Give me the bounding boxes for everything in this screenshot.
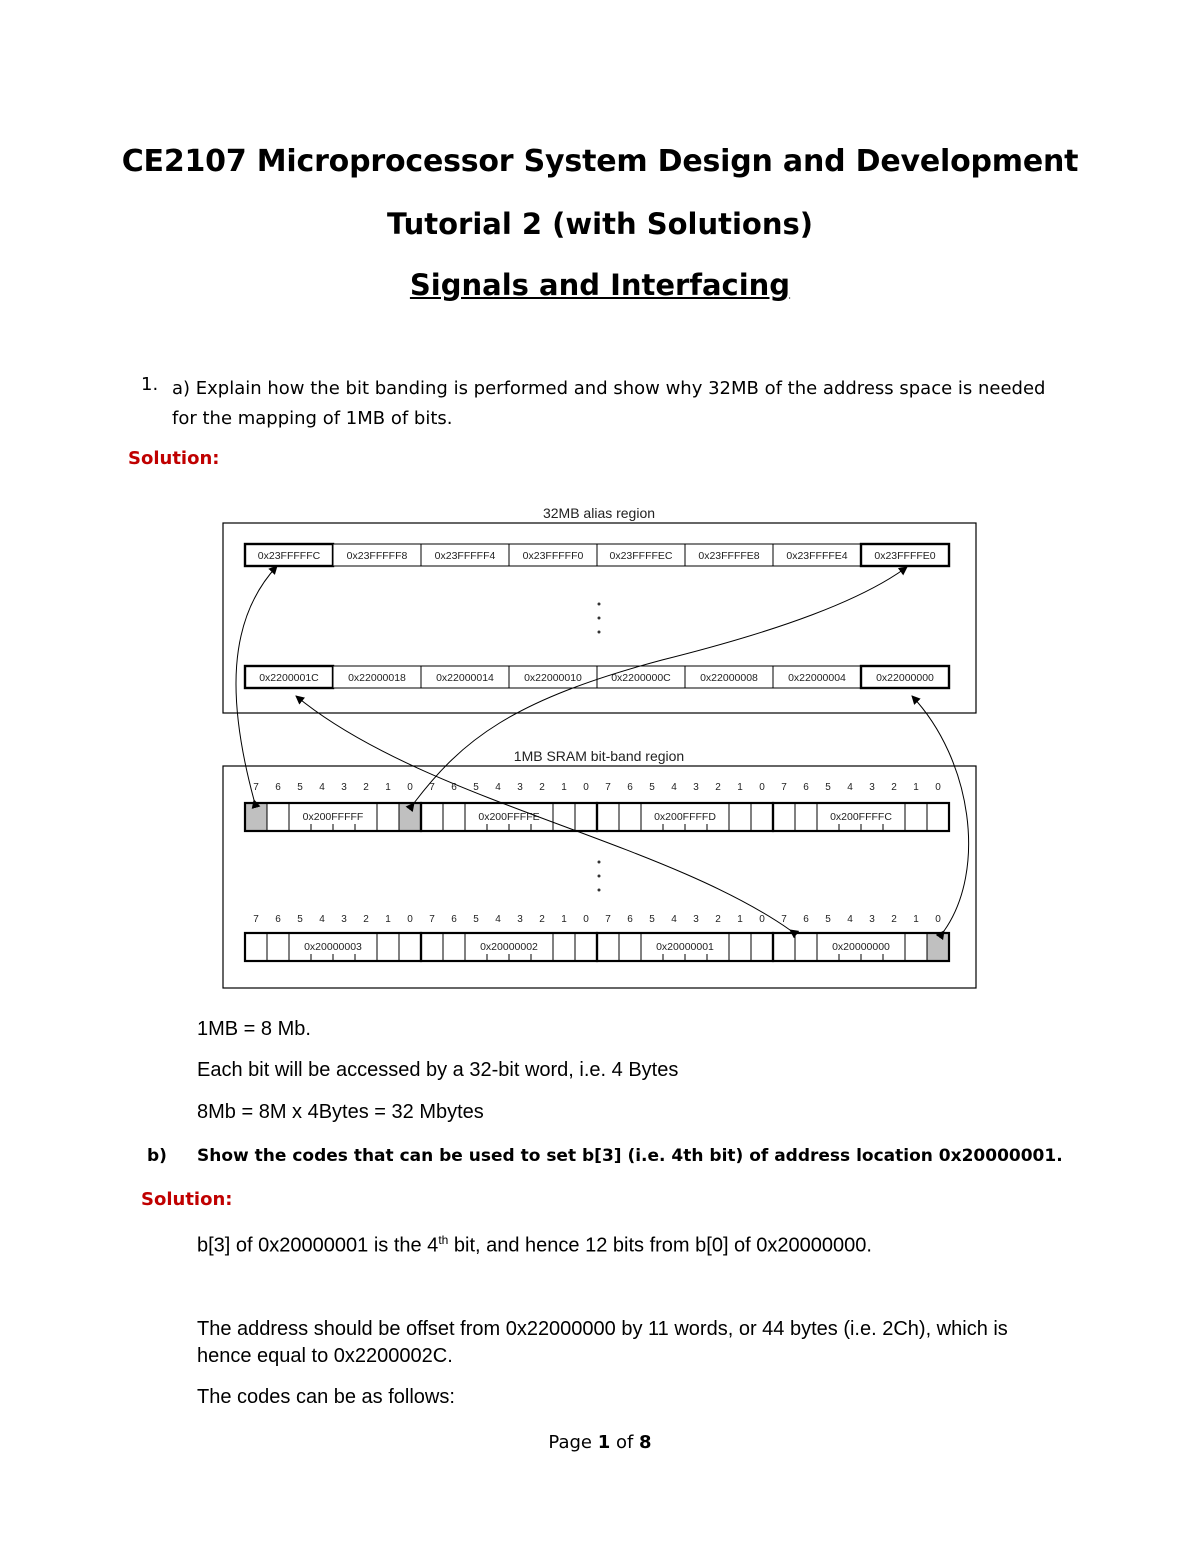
bit-number-label: 3	[341, 782, 347, 793]
question-1b-label: b)	[147, 1146, 167, 1166]
sram-top-bit-cell	[773, 803, 795, 831]
bit-number-label: 6	[275, 914, 281, 925]
alias-top-address-label: 0x23FFFFE4	[786, 550, 848, 562]
bit-number-label: 2	[715, 782, 721, 793]
sram-bottom-byte-address: 0x20000002	[480, 941, 538, 953]
bit-number-label: 7	[429, 914, 435, 925]
alias-top-row	[245, 544, 949, 566]
bit-number-label: 4	[495, 782, 501, 793]
sram-top-bit-cell	[421, 803, 443, 831]
bit-number-label: 1	[561, 914, 567, 925]
bit-number-label: 4	[847, 914, 853, 925]
sram-top-row	[245, 803, 949, 831]
sram-top-bit-cell	[729, 803, 751, 831]
bit-number-label: 6	[275, 782, 281, 793]
sram-bottom-bit-cell	[553, 933, 575, 961]
bit-number-label: 1	[737, 914, 743, 925]
bit-number-label: 1	[913, 782, 919, 793]
bit-number-label: 7	[253, 782, 259, 793]
bit-number-label: 3	[869, 914, 875, 925]
bit-number-label: 6	[451, 914, 457, 925]
sram-top-bit-cell	[377, 803, 399, 831]
bit-number-label: 1	[913, 914, 919, 925]
alias-ellipsis	[598, 603, 601, 634]
sram-top-bit-labels	[253, 782, 941, 793]
sram-top-bit-cell	[751, 803, 773, 831]
bit-number-label: 0	[935, 782, 941, 793]
sram-top-bit-cell	[245, 803, 267, 831]
page-footer: Page 1 of 8	[548, 1432, 652, 1453]
bit-band-diagram	[222, 500, 978, 990]
bit-number-label: 2	[891, 914, 897, 925]
alias-bottom-address-label: 0x22000010	[524, 672, 582, 684]
bit-number-label: 5	[473, 914, 479, 925]
sram-bottom-bit-cell	[619, 933, 641, 961]
bit-number-label: 6	[627, 914, 633, 925]
course-title: CE2107 Microprocessor System Design and Development	[121, 144, 1079, 179]
sram-region-title: 1MB SRAM bit-band region	[513, 748, 685, 764]
alias-top-address-label: 0x23FFFFF0	[522, 550, 584, 562]
alias-region-title: 32MB alias region	[542, 505, 656, 521]
line-each-bit: Each bit will be accessed by a 32-bit word, i.e. 4 Bytes	[197, 1059, 679, 1081]
bit-number-label: 1	[385, 782, 391, 793]
bit-number-label: 1	[385, 914, 391, 925]
bit-number-label: 3	[341, 914, 347, 925]
bit-number-label: 6	[451, 782, 457, 793]
bit-number-label: 5	[649, 782, 655, 793]
alias-bottom-address-label: 0x22000008	[700, 672, 758, 684]
sram-bottom-bit-cell	[421, 933, 443, 961]
alias-bottom-address-label: 0x22000004	[788, 672, 846, 684]
alias-bottom-address-label: 0x2200000C	[611, 672, 671, 684]
line-8mb: 8Mb = 8M x 4Bytes = 32 Mbytes	[197, 1101, 484, 1123]
line-1mb: 1MB = 8 Mb.	[197, 1018, 311, 1040]
question-1a-text: a) Explain how the bit banding is performed and show why 32MB of the address space is needed for the mapping of 1MB of bits.	[172, 378, 1046, 429]
bit-number-label: 6	[803, 914, 809, 925]
topic-title: Signals and Interfacing	[409, 268, 791, 302]
bit-number-label: 7	[605, 782, 611, 793]
bit-number-label: 7	[429, 782, 435, 793]
bit-number-label: 7	[781, 782, 787, 793]
alias-top-address-label: 0x23FFFFEC	[609, 550, 673, 562]
sram-bottom-bit-cell	[927, 933, 949, 961]
sram-bottom-bit-cell	[597, 933, 619, 961]
bit-number-label: 7	[605, 914, 611, 925]
bit-number-label: 4	[319, 914, 325, 925]
alias-top-address-label: 0x23FFFFE8	[698, 550, 760, 562]
line-b3: b[3] of 0x20000001 is the 4th bit, and hence 12 bits from b[0] of 0x20000000.	[197, 1233, 872, 1257]
alias-top-address-label: 0x23FFFFE0	[874, 550, 936, 562]
sram-bottom-bit-cell	[751, 933, 773, 961]
bit-number-label: 0	[407, 782, 413, 793]
bit-number-label: 2	[715, 914, 721, 925]
sram-top-bit-cell	[619, 803, 641, 831]
sram-bottom-bit-cell	[443, 933, 465, 961]
alias-bottom-address-label: 0x2200001C	[259, 672, 319, 684]
sram-bottom-bit-cell	[399, 933, 421, 961]
sram-bottom-row	[245, 933, 949, 961]
sram-top-bit-cell	[795, 803, 817, 831]
sram-top-bit-cell	[905, 803, 927, 831]
sram-bottom-bit-cell	[729, 933, 751, 961]
bit-number-label: 7	[253, 914, 259, 925]
sram-top-byte-address: 0x200FFFFE	[478, 811, 540, 823]
bit-number-label: 1	[561, 782, 567, 793]
bit-number-label: 7	[781, 914, 787, 925]
sram-bottom-byte-address: 0x20000000	[832, 941, 890, 953]
alias-bottom-address-label: 0x22000014	[436, 672, 494, 684]
sram-top-byte-address: 0x200FFFFC	[830, 811, 892, 823]
question-1b-text: Show the codes that can be used to set b[3] (i.e. 4th bit) of address location 0x20000001.	[197, 1146, 1063, 1166]
sram-bottom-bit-cell	[245, 933, 267, 961]
bit-number-label: 2	[891, 782, 897, 793]
bit-number-label: 6	[803, 782, 809, 793]
bit-number-label: 3	[693, 914, 699, 925]
sram-ellipsis	[598, 861, 601, 892]
bit-number-label: 2	[539, 782, 545, 793]
sram-bottom-bit-cell	[267, 933, 289, 961]
sram-bottom-bit-cell	[795, 933, 817, 961]
sram-top-bit-cell	[443, 803, 465, 831]
solution-label-a: Solution:	[128, 448, 220, 469]
sram-top-bit-cell	[575, 803, 597, 831]
alias-top-address-label: 0x23FFFFF8	[346, 550, 408, 562]
bit-number-label: 4	[495, 914, 501, 925]
alias-top-address-label: 0x23FFFFFC	[257, 550, 321, 562]
bit-number-label: 5	[825, 914, 831, 925]
bit-number-label: 1	[737, 782, 743, 793]
bit-number-label: 2	[539, 914, 545, 925]
bit-number-label: 3	[517, 914, 523, 925]
sram-bottom-bit-cell	[575, 933, 597, 961]
bit-number-label: 4	[319, 782, 325, 793]
bit-number-label: 4	[671, 782, 677, 793]
sram-top-bit-cell	[927, 803, 949, 831]
sram-bottom-byte-address: 0x20000001	[656, 941, 714, 953]
bit-number-label: 0	[583, 914, 589, 925]
question-number: 1.	[141, 374, 159, 395]
bit-number-label: 4	[847, 782, 853, 793]
bit-number-label: 5	[297, 914, 303, 925]
bit-number-label: 5	[825, 782, 831, 793]
sram-bottom-bit-cell	[377, 933, 399, 961]
bit-number-label: 0	[935, 914, 941, 925]
bit-number-label: 0	[759, 914, 765, 925]
sram-bottom-bit-labels	[253, 914, 941, 925]
sram-bottom-byte-address: 0x20000003	[304, 941, 362, 953]
bit-number-label: 5	[297, 782, 303, 793]
alias-bottom-address-label: 0x22000000	[876, 672, 934, 684]
bit-number-label: 5	[473, 782, 479, 793]
bit-number-label: 5	[649, 914, 655, 925]
bit-number-label: 0	[407, 914, 413, 925]
bit-number-label: 2	[363, 914, 369, 925]
line-offset: The address should be offset from 0x22000000 by 11 words, or 44 bytes (i.e. 2Ch), which is hence equal to 0x2200002C.	[197, 1318, 1008, 1367]
bit-number-label: 2	[363, 782, 369, 793]
bit-number-label: 3	[517, 782, 523, 793]
alias-bottom-address-label: 0x22000018	[348, 672, 406, 684]
sram-top-bit-cell	[267, 803, 289, 831]
bit-number-label: 3	[869, 782, 875, 793]
sram-top-byte-address: 0x200FFFFF	[302, 811, 364, 823]
sram-bottom-bit-cell	[905, 933, 927, 961]
bit-number-label: 4	[671, 914, 677, 925]
sram-top-byte-address: 0x200FFFFD	[654, 811, 716, 823]
line-codes: The codes can be as follows:	[197, 1386, 455, 1408]
solution-label-b: Solution:	[141, 1189, 233, 1210]
sram-top-bit-cell	[399, 803, 421, 831]
bit-number-label: 0	[759, 782, 765, 793]
alias-top-address-label: 0x23FFFFF4	[434, 550, 496, 562]
sram-top-bit-cell	[597, 803, 619, 831]
bit-number-label: 3	[693, 782, 699, 793]
sram-bottom-bit-cell	[773, 933, 795, 961]
bit-number-label: 0	[583, 782, 589, 793]
bit-number-label: 6	[627, 782, 633, 793]
alias-bottom-row	[245, 666, 949, 688]
tutorial-title: Tutorial 2 (with Solutions)	[386, 207, 814, 241]
